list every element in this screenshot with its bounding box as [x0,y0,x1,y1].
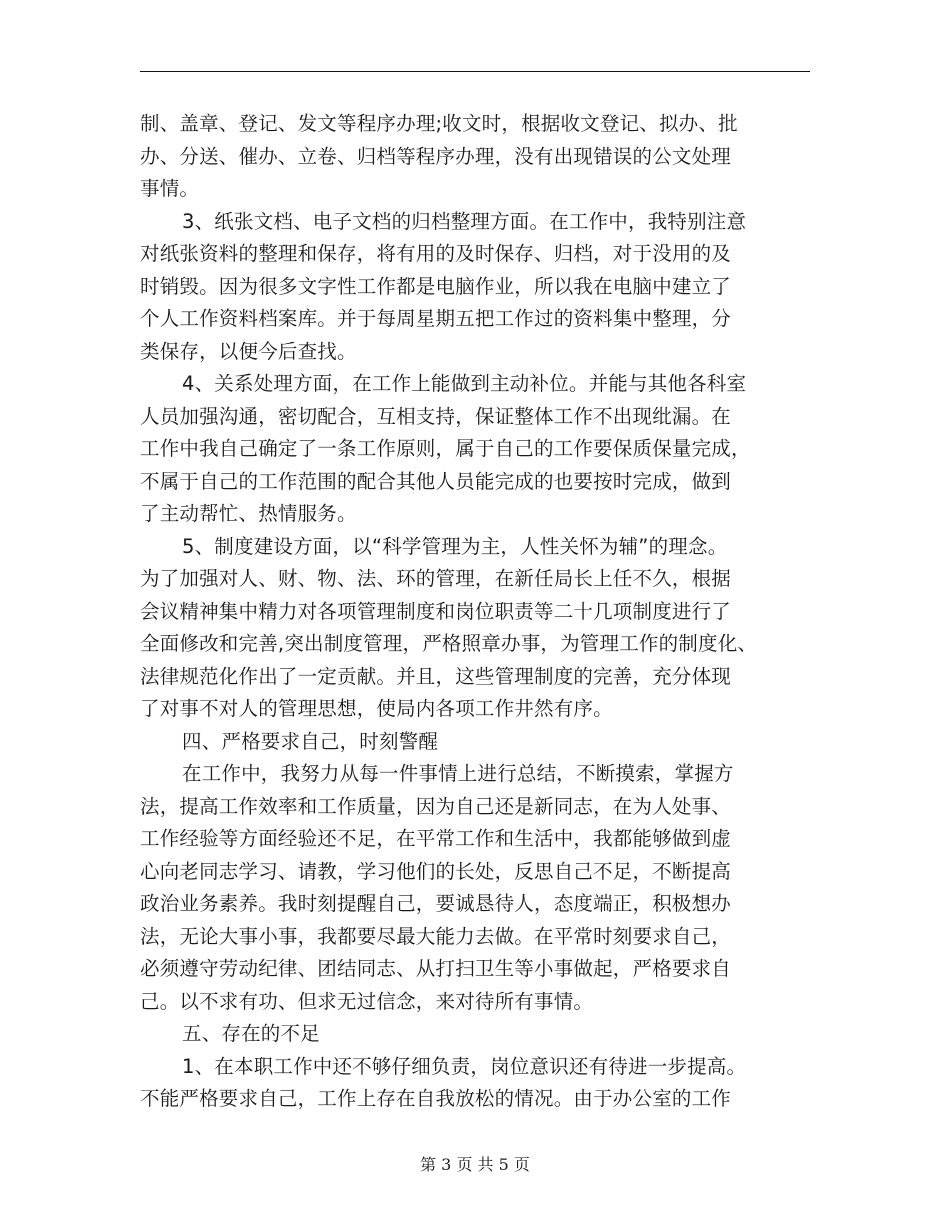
header-rule [140,71,810,72]
document-body [140,108,820,1116]
text-line: 4、关系处理方面，在工作上能做到主动补位。并能与其他各科室 [182,372,747,395]
text-line: 工作中我自己确定了一条工作原则，属于自己的工作要保质保量完成， [140,437,751,460]
text-line: 必须遵守劳动纪律、团结同志、从打扫卫生等小事做起，严格要求自 [140,957,732,980]
text-line: 法律规范化作出了一定贡献。并且，这些管理制度的完善，充分体现 [140,664,732,688]
text-line: 1、在本职工作中还不够仔细负责，岗位意识还有待进一步提高。 [182,1054,747,1078]
text-line: 了对事不对人的管理思想，使局内各项工作井然有序。 [140,697,613,720]
text-line: 心向老同志学习、请教，学习他们的长处，反思自己不足，不断提高 [140,859,732,883]
text-line: 对纸张资料的整理和保存，将有用的及时保存、归档，对于没用的及 [140,242,732,265]
text-line: 事情。 [140,177,200,200]
text-line: 政治业务素养。我时刻提醒自己，要诚恳待人，态度端正，积极想办 [140,892,732,915]
text-line: 人员加强沟通，密切配合，互相支持，保证整体工作不出现纰漏。在 [140,404,732,428]
text-line: 法，无论大事小事，我都要尽最大能力去做。在平常时刻要求自己， [140,924,732,948]
text-line: 全面修改和完善,突出制度管理，严格照章办事，为管理工作的制度化、 [140,632,758,655]
text-line: 己。以不求有功、但求无过信念，来对待所有事情。 [140,989,594,1013]
text-line: 了主动帮忙、热情服务。 [140,502,357,525]
text-line: 时销毁。因为很多文字性工作都是电脑作业，所以我在电脑中建立了 [140,274,732,298]
text-line: 会议精神集中精力对各项管理制度和岗位职责等二十几项制度进行了 [140,599,732,623]
text-line: 不属于自己的工作范围的配合其他人员能完成的也要按时完成，做到 [140,469,732,493]
text-line: 法，提高工作效率和工作质量，因为自己还是新同志，在为人处事、 [140,794,732,818]
text-line: 五、存在的不足 [182,1022,320,1045]
text-line: 3、纸张文档、电子文档的归档整理方面。在工作中，我特别注意 [182,209,747,233]
text-line: 5、制度建设方面，以“科学管理为主，人性关怀为辅”的理念。 [182,534,728,558]
text-line: 工作经验等方面经验还不足，在平常工作和生活中，我都能够做到虚 [140,827,732,850]
text-line: 个人工作资料档案库。并于每周星期五把工作过的资料集中整理，分 [140,307,732,330]
text-line: 在工作中，我努力从每一件事情上进行总结，不断摸索，掌握方 [182,762,734,785]
text-line: 四、严格要求自己，时刻警醒 [182,729,439,753]
text-line: 制、盖章、登记、发文等程序办理;收文时，根据收文登记、拟办、批 [140,112,738,135]
text-line: 办、分送、催办、立卷、归档等程序办理，没有出现错误的公文处理 [140,144,732,168]
text-line: 为了加强对人、财、物、法、环的管理，在新任局长上任不久，根据 [140,567,732,590]
text-line: 不能严格要求自己，工作上存在自我放松的情况。由于办公室的工作 [140,1087,732,1110]
page-number-footer: 第 3 页 共 5 页 [420,1155,530,1174]
text-line: 类保存，以便今后查找。 [140,339,357,363]
